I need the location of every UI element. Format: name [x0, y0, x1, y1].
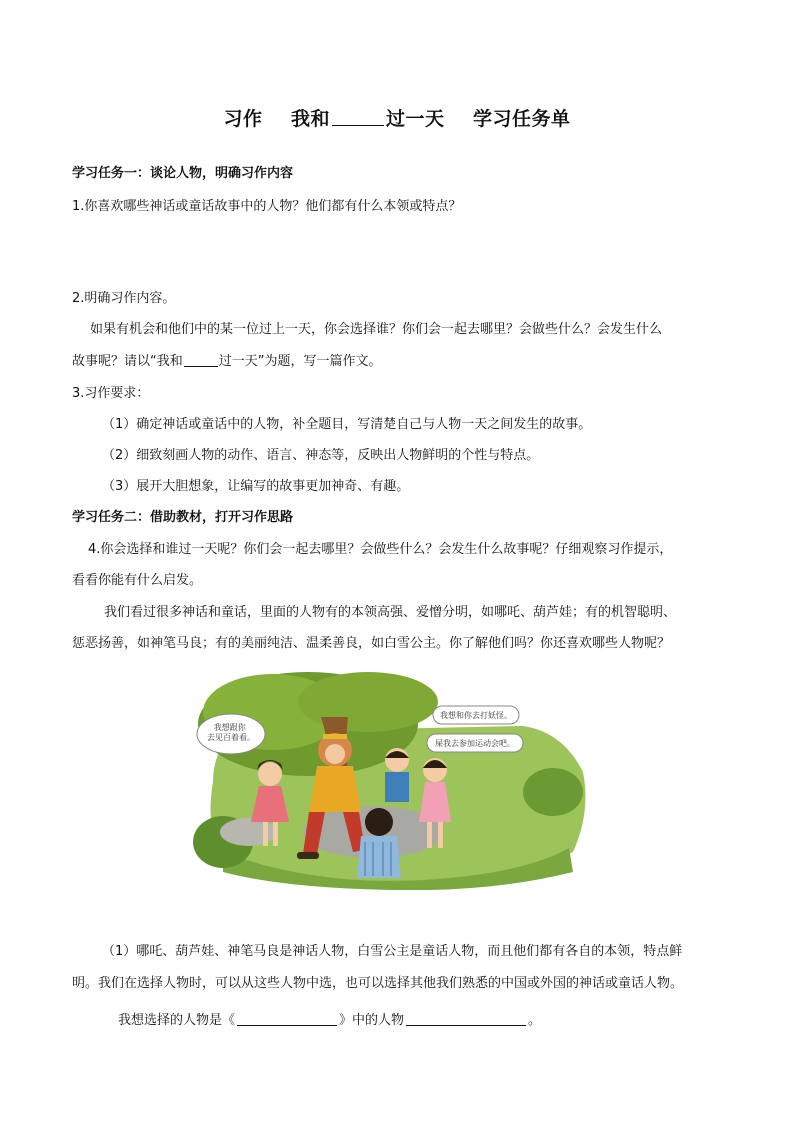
- bubble-right-1-text: 我想和你去打妖怪。: [440, 711, 512, 720]
- question-4-line2: 看看你能有什么启发。: [72, 573, 203, 588]
- character-name-blank[interactable]: [406, 1011, 526, 1026]
- bottom-line2: 明。我们在选择人物时，可以从这些人物中选，也可以选择其他我们熟悉的中国或外国的神话或童话人物。: [72, 976, 684, 991]
- task1-paragraph-line1: 如果有机会和他们中的某一位过上一天，你会选择谁？你们会一起去哪里？会做些什么？会发生什么: [90, 322, 663, 337]
- choice-prefix: 我想选择的人物是《: [118, 1013, 236, 1028]
- page-title: [0, 104, 794, 131]
- bubble-left-text: 我想跟你 去见百着看。: [207, 723, 255, 742]
- illustration-svg: [193, 672, 593, 890]
- choice-middle: 》中的人物: [339, 1013, 405, 1028]
- question-4-line1: 4.你会选择和谁过一天呢？你们会一起去哪里？会做些什么？会发生什么故事呢？仔细观察习作提示，: [88, 542, 673, 557]
- requirement-1: （1）确定神话或童话中的人物，补全题目，写清楚自己与人物一天之间发生的故事。: [102, 417, 592, 432]
- task2-paragraph-line1: 我们看过很多神话和童话，里面的人物有的本领高强、爱憎分明，如哪吒、葫芦娃；有的机智聪明、: [104, 605, 677, 620]
- para-line2-part-a: 故事呢？请以“我和: [72, 354, 183, 369]
- bottom-line1: （1）哪吒、葫芦娃、神笔马良是神话人物，白雪公主是童话人物，而且他们都有各自的本领，特点鲜: [102, 944, 683, 959]
- task2-paragraph-line2: 惩恶扬善，如神笔马良；有的美丽纯洁、温柔善良，如白雪公主。你了解他们吗？你还喜欢哪些人物呢？: [72, 636, 671, 651]
- choice-suffix: 。: [528, 1013, 542, 1028]
- title-part-1: 习作: [223, 108, 263, 130]
- title-part-4: 学习任务单: [472, 108, 571, 130]
- requirement-2: （2）细致刻画人物的动作、语言、神态等，反映出人物鲜明的个性与特点。: [102, 448, 540, 463]
- girl-head-icon: [258, 762, 282, 786]
- requirement-3: （3）展开大胆想象，让编写的故事更加神奇、有趣。: [102, 479, 410, 494]
- title-blank[interactable]: [332, 107, 384, 126]
- task1-heading: 学习任务一：谈论人物，明确习作内容: [72, 166, 294, 181]
- story-illustration: [193, 672, 593, 890]
- task2-heading: 学习任务二：借助教材，打开习作思路: [72, 510, 294, 525]
- question-1: 1.你喜欢哪些神话或童话故事中的人物？他们都有什么本领或特点？: [72, 199, 462, 214]
- task1-paragraph-line2: [72, 351, 382, 373]
- bottom-line3: [118, 1010, 541, 1032]
- bubble-right-2-text: 屎我去参加运动会吧。: [435, 739, 515, 748]
- book-title-blank[interactable]: [237, 1011, 337, 1026]
- question-3: 3.习作要求：: [72, 386, 150, 401]
- title-part-3: 过一天: [386, 108, 445, 130]
- title-fill-blank[interactable]: [184, 352, 218, 367]
- question-2: 2.明确习作内容。: [72, 291, 176, 306]
- para-line2-part-b: 过一天”为题，写一篇作文。: [218, 354, 382, 369]
- title-part-2: 我和: [290, 108, 330, 130]
- boy-front-head-icon: [365, 808, 393, 836]
